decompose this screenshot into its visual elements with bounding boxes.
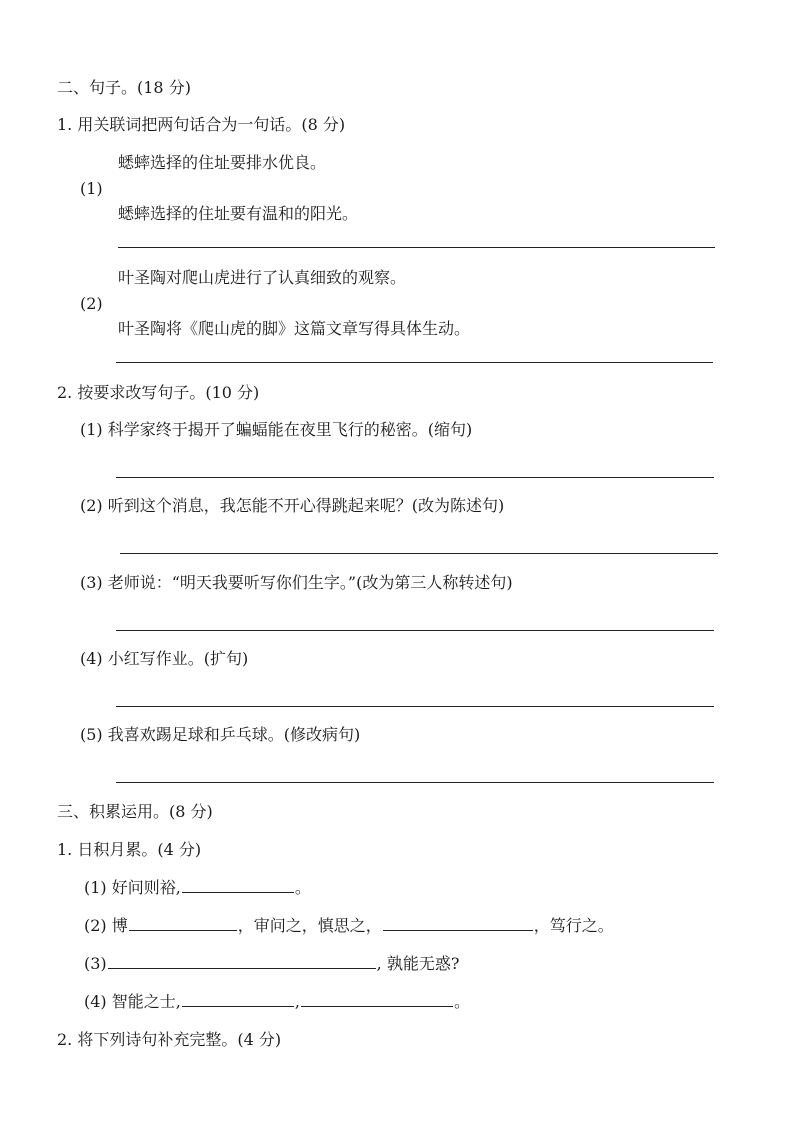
question-title: 2. 按要求改写句子。(10 分) <box>57 383 260 402</box>
fill-blank[interactable] <box>182 891 294 893</box>
fill-blank-row <box>84 994 470 1010</box>
fill-text: , 孰能无惑? <box>376 954 460 973</box>
item-number: (2) <box>80 294 103 313</box>
fill-text: 。 <box>453 992 470 1011</box>
fill-text: (2) 博 <box>84 916 128 935</box>
section-heading: 三、积累运用。(8 分) <box>57 802 213 821</box>
answer-line[interactable] <box>116 477 714 478</box>
fill-text: (1) 好问则裕, <box>84 878 181 897</box>
fill-text: ，笃行之。 <box>533 916 614 935</box>
fill-blank[interactable] <box>182 1005 294 1007</box>
question-title: 1. 用关联词把两句话合为一句话。(8 分) <box>57 115 346 134</box>
answer-line[interactable] <box>116 630 714 631</box>
fill-blank-row <box>84 918 614 934</box>
fill-blank[interactable] <box>301 1005 453 1007</box>
answer-line[interactable] <box>116 362 713 363</box>
fill-blank[interactable] <box>129 929 237 931</box>
fill-text: , <box>294 992 300 1011</box>
sentence-text: 蟋蟀选择的住址要有温和的阳光。 <box>118 204 359 223</box>
rewrite-item: (3) 老师说：“明天我要听写你们生字。”(改为第三人称转述句) <box>80 573 513 592</box>
rewrite-item: (2) 听到这个消息，我怎能不开心得跳起来呢？(改为陈述句) <box>80 496 505 515</box>
answer-line[interactable] <box>120 553 718 554</box>
item-number: (1) <box>80 179 103 198</box>
sentence-text: 叶圣陶对爬山虎进行了认真细致的观察。 <box>118 268 407 287</box>
question-title: 1. 日积月累。(4 分) <box>57 840 202 859</box>
fill-text: 。 <box>294 878 311 897</box>
fill-blank[interactable] <box>108 967 376 969</box>
answer-line[interactable] <box>116 706 714 707</box>
rewrite-item: (4) 小红写作业。(扩句) <box>80 649 249 668</box>
fill-blank[interactable] <box>383 929 533 931</box>
section-heading: 二、句子。(18 分) <box>57 78 191 97</box>
answer-line[interactable] <box>116 782 714 783</box>
question-title: 2. 将下列诗句补充完整。(4 分) <box>57 1030 282 1049</box>
fill-text: (3) <box>84 954 107 973</box>
rewrite-item: (5) 我喜欢踢足球和乒乓球。(修改病句) <box>80 725 361 744</box>
fill-text: (4) 智能之士, <box>84 992 181 1011</box>
rewrite-item: (1) 科学家终于揭开了蝙蝠能在夜里飞行的秘密。(缩句) <box>80 420 473 439</box>
sentence-text: 蟋蟀选择的住址要排水优良。 <box>118 153 327 172</box>
fill-text: ，审问之，慎思之， <box>237 916 382 935</box>
answer-line[interactable] <box>118 247 715 248</box>
fill-blank-row <box>84 956 459 972</box>
sentence-text: 叶圣陶将《爬山虎的脚》这篇文章写得具体生动。 <box>118 319 471 338</box>
fill-blank-row <box>84 880 311 896</box>
